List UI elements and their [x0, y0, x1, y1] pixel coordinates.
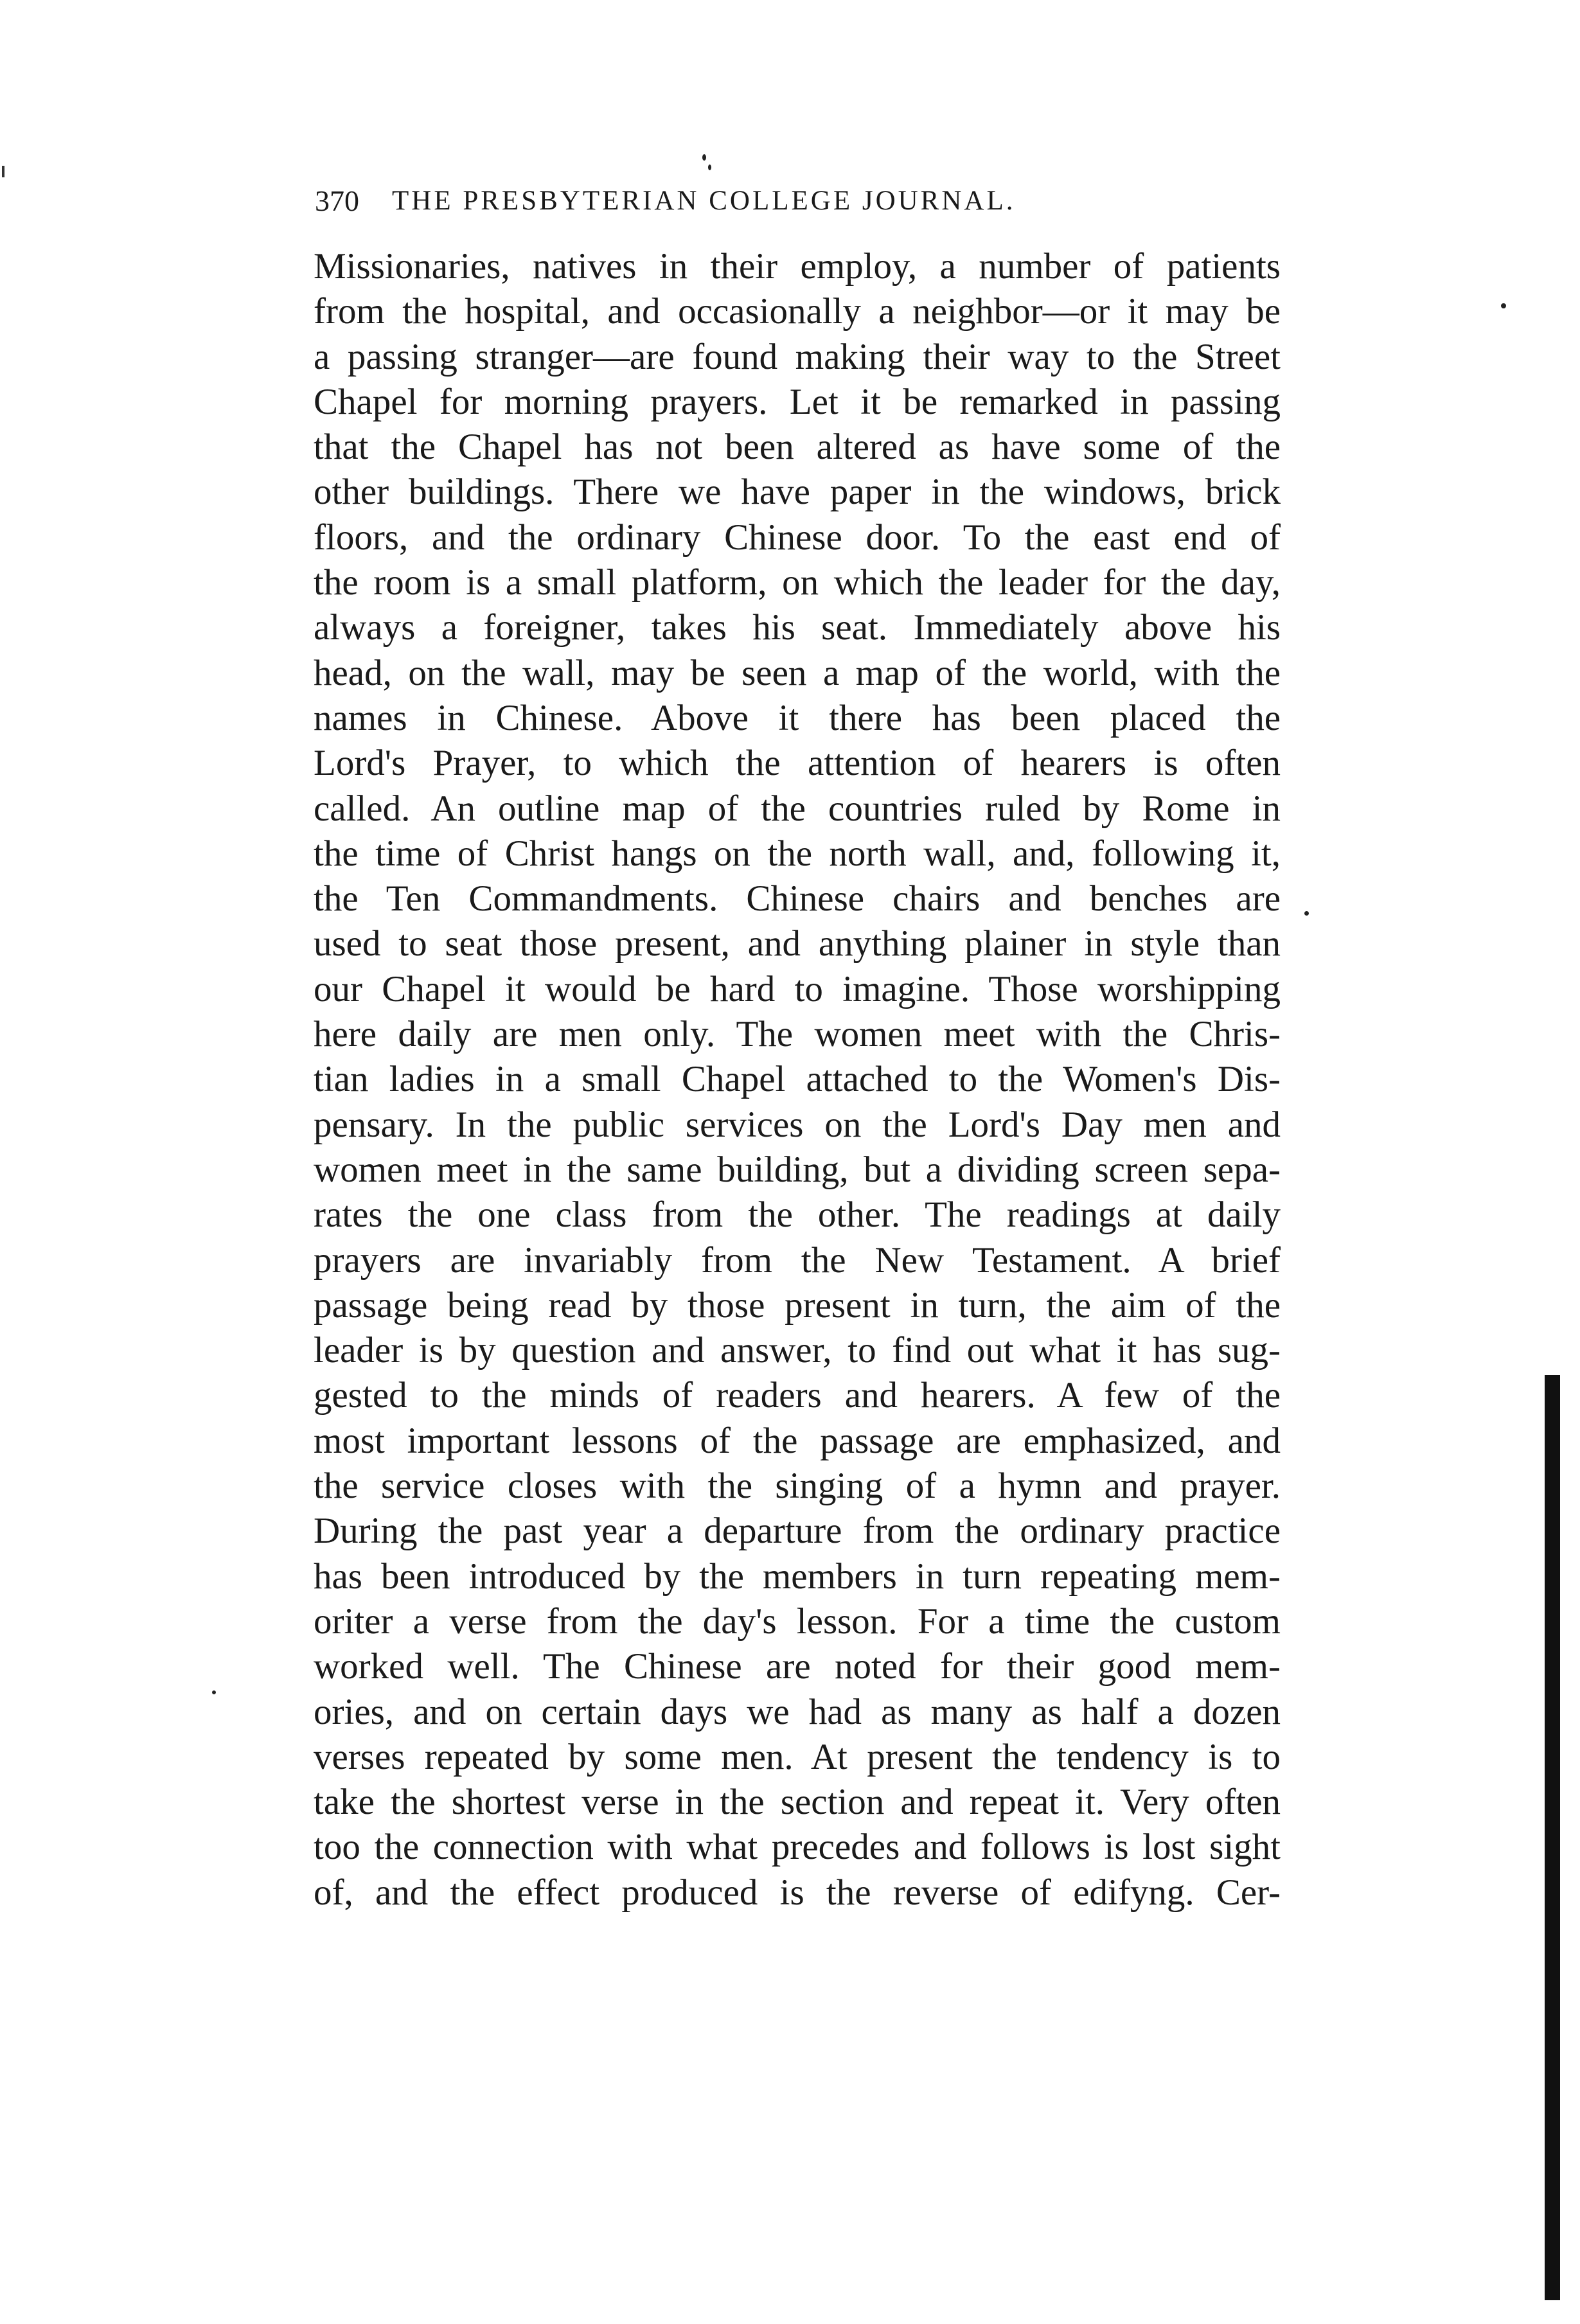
- text-line: other buildings. There we have paper in the windows, brick: [314, 472, 1281, 513]
- text-line: prayers are invariably from the New Testament. A brief: [314, 1239, 1281, 1281]
- scan-speck: [702, 154, 706, 161]
- text-line: head, on the wall, may be seen a map of the world, with the: [314, 652, 1281, 693]
- text-line: our Chapel it would be hard to imagine. Those worshipping: [314, 968, 1281, 1009]
- scan-speck: [212, 1690, 216, 1694]
- scan-edge-mark: [2, 166, 4, 177]
- text-line: always a foreigner, takes his seat. Immediately above his: [314, 607, 1281, 648]
- text-line: oriter a verse from the day's lesson. For a time the custom: [314, 1601, 1281, 1642]
- text-line: too the connection with what precedes and follows is lost sight: [314, 1827, 1281, 1868]
- text-line: called. An outline map of the countries ruled by Rome in: [314, 788, 1281, 829]
- scan-speck: [1304, 911, 1309, 916]
- text-line: pensary. In the public services on the Lord's Day men and: [314, 1104, 1281, 1145]
- text-line: Lord's Prayer, to which the attention of hearers is often: [314, 743, 1281, 784]
- text-line: that the Chapel has not been altered as have some of the: [314, 427, 1281, 468]
- text-line: passage being read by those present in turn, the aim of the: [314, 1284, 1281, 1326]
- text-line: leader is by question and answer, to find out what it has sug-: [314, 1330, 1281, 1371]
- text-line: most important lessons of the passage are emphasized, and: [314, 1420, 1281, 1461]
- running-head: THE PRESBYTERIAN COLLEGE JOURNAL.: [392, 186, 1016, 216]
- text-line: of, and the effect produced is the reverse of edifyng. Cer-: [314, 1872, 1281, 1913]
- text-line: During the past year a departure from the ordinary practice: [314, 1511, 1281, 1552]
- text-line: take the shortest verse in the section and repeat it. Very often: [314, 1782, 1281, 1823]
- text-line: the service closes with the singing of a hymn and prayer.: [314, 1466, 1281, 1507]
- scan-speck: [1501, 303, 1506, 308]
- text-line: gested to the minds of readers and hearers. A few of the: [314, 1375, 1281, 1416]
- text-line: from the hospital, and occasionally a neighbor—or it may be: [314, 291, 1281, 332]
- scan-binding-edge: [1545, 1375, 1560, 2300]
- text-line: Chapel for morning prayers. Let it be remarked in passing: [314, 381, 1281, 422]
- text-line: the time of Christ hangs on the north wall, and, following it,: [314, 833, 1281, 874]
- text-line: the Ten Commandments. Chinese chairs and benches are: [314, 878, 1281, 919]
- text-line: women meet in the same building, but a dividing screen sepa-: [314, 1149, 1281, 1190]
- text-line: here daily are men only. The women meet with the Chris-: [314, 1014, 1281, 1055]
- body-paragraph: [314, 244, 1281, 1915]
- page-number: 370: [315, 184, 359, 217]
- text-line: ories, and on certain days we had as many as half a dozen: [314, 1691, 1281, 1732]
- text-line: a passing stranger—are found making their way to the Street: [314, 336, 1281, 377]
- text-line: rates the one class from the other. The readings at daily: [314, 1194, 1281, 1236]
- text-line: used to seat those present, and anything plainer in style than: [314, 923, 1281, 964]
- text-line: worked well. The Chinese are noted for their good mem-: [314, 1646, 1281, 1687]
- text-line: has been introduced by the members in turn repeating mem-: [314, 1556, 1281, 1597]
- text-line: verses repeated by some men. At present the tendency is to: [314, 1736, 1281, 1777]
- text-line: names in Chinese. Above it there has been placed the: [314, 697, 1281, 738]
- text-line: Missionaries, natives in their employ, a number of patients: [314, 246, 1281, 287]
- text-line: the room is a small platform, on which the leader for the day,: [314, 562, 1281, 603]
- text-line: floors, and the ordinary Chinese door. To the east end of: [314, 517, 1281, 558]
- scan-speck: [708, 164, 711, 170]
- text-line: tian ladies in a small Chapel attached to the Women's Dis-: [314, 1059, 1281, 1100]
